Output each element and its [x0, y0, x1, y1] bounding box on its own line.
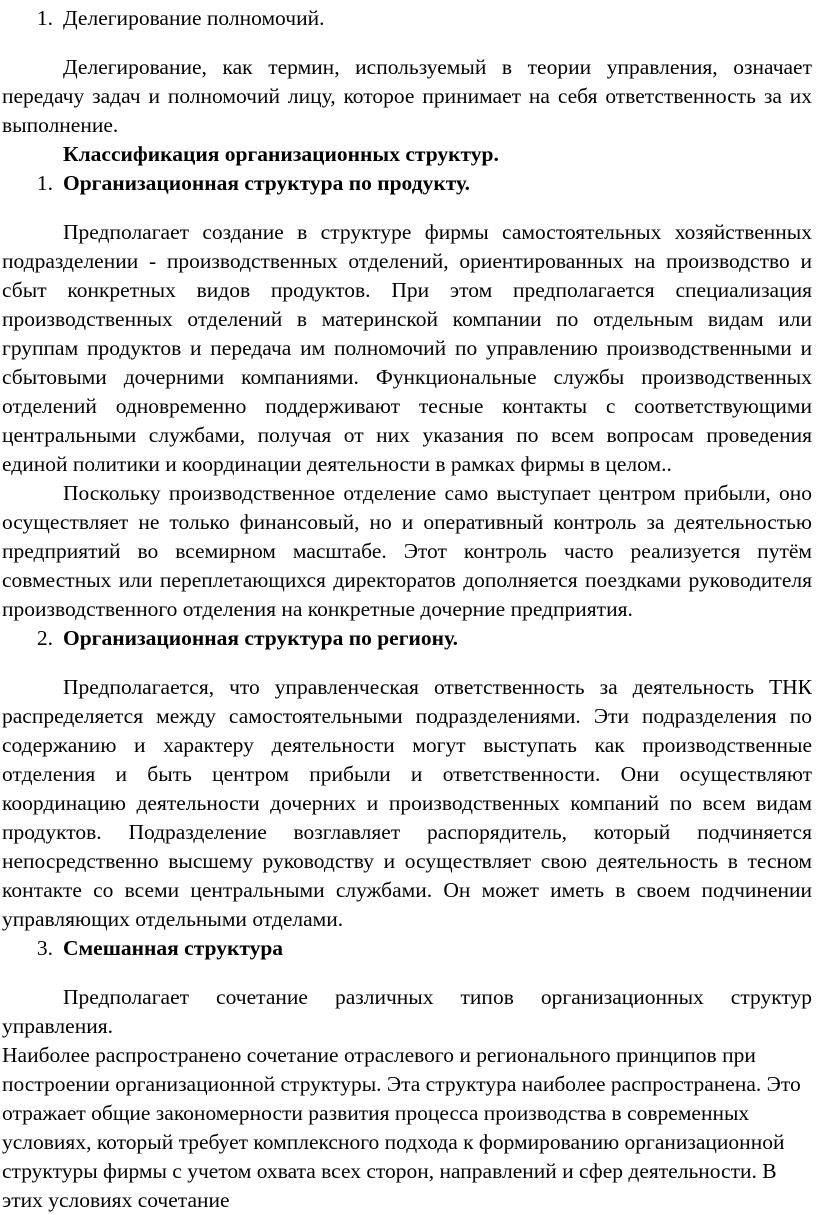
section-heading-region — [2, 624, 812, 653]
section-number: 2. — [36, 626, 53, 650]
paragraph-product-1: Предполагает создание в структуре фирмы самостоятельных хозяйственных подразделении - производственных отделений, ориентированных на производство и сбыт конкретных видов продуктов. При этом предполагается специализация производственных отделений в материнской компании по отдельным видам или группам продуктов и передача им полномочий по управлению производственными и сбытовыми дочерними компаниями. Функциональные службы производственных отделений одновременно поддерживают тесные контакты с соответствующими центральными службами, получая от них указания по всем вопросам проведения единой политики и координации деятельности в рамках фирмы в целом.. — [2, 220, 812, 476]
heading-classification: Классификация организационных структур. — [63, 142, 499, 166]
paragraph-product-2: Поскольку производственное отделение само выступает центром прибыли, оно осуществляет не только финансовый, но и оперативный контроль за деятельностью предприятий во всемирном масштабе. Этот контроль часто реализуется путём совместных или переплетающихся директоратов дополняется поездками руководителя производственного отделения на конкретные дочерние предприятия. — [2, 481, 812, 621]
list-item-title: Делегирование полномочий. — [63, 6, 325, 30]
section-title: Смешанная структура — [63, 936, 284, 960]
paragraph-mixed-1: Предполагает сочетание различных типов организационных структур управления. — [2, 985, 812, 1038]
paragraph-region-1: Предполагается, что управленческая ответственность за деятельность ТНК распределяется между самостоятельными подразделениями. Эти подразделения по содержанию и характеру деятельности могут выступать как производственные отделения и быть центром прибыли и ответственности. Они осуществляют координацию деятельности дочерних и производственных компаний по всем видам продуктов. Подразделение возглавляет распорядитель, который подчиняется непосредственно высшему руководству и осуществляет свою деятельность в тесном контакте со всеми центральными службами. Он может иметь в своем подчинении управляющих отдельными отделами. — [2, 675, 812, 931]
section-number: 1. — [36, 171, 53, 195]
paragraph-mixed-2: Наиболее распространено сочетание отраслевого и регионального принципов при построении организационной структуры. Эта структура наиболее распространена. Это отражает общие закономерности развития процесса производства в современных условиях, который требует комплексного подхода к формированию организационной структуры фирмы с учетом охвата всех сторон, направлений и сфер деятельности. В этих условиях сочетание — [2, 1043, 801, 1212]
section-heading-product — [2, 169, 812, 198]
list-number: 1. — [36, 6, 53, 30]
section-title: Организационная структура по региону. — [63, 626, 458, 650]
section-heading-mixed — [2, 934, 812, 963]
paragraph-delegation: Делегирование, как термин, используемый в теории управления, означает передачу задач и полномочий лицу, которое принимает на себя ответственность за их выполнение. — [2, 55, 812, 137]
list-item-delegation — [2, 4, 812, 33]
section-title: Организационная структура по продукту. — [63, 171, 470, 195]
section-number: 3. — [36, 936, 53, 960]
